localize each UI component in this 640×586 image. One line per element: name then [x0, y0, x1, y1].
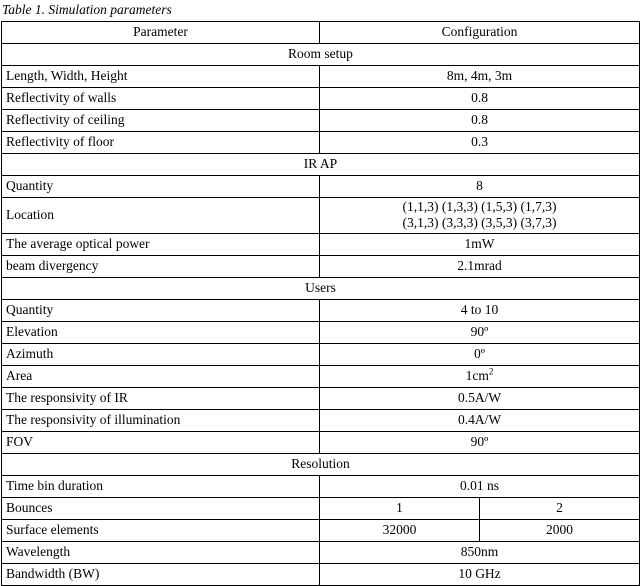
table-row [2, 176, 640, 198]
param-label: The average optical power [2, 234, 320, 256]
param-label: Azimuth [2, 344, 320, 366]
column-header-parameter: Parameter [2, 22, 320, 44]
table-row [2, 388, 640, 410]
param-value: 850nm [320, 542, 640, 564]
table-row [2, 520, 640, 542]
location-line-2: (3,1,3) (3,3,3) (3,5,3) (3,7,3) [402, 215, 557, 230]
param-value: 0.8 [320, 110, 640, 132]
table-row [2, 476, 640, 498]
section-header-row [2, 154, 640, 176]
param-label: Reflectivity of floor [2, 132, 320, 154]
param-value: 8m, 4m, 3m [320, 66, 640, 88]
param-value: 0.4A/W [320, 410, 640, 432]
param-label: Bounces [2, 498, 320, 520]
simulation-parameters-table [1, 21, 640, 586]
section-header-row [2, 454, 640, 476]
param-value: 0º [320, 344, 640, 366]
param-value-split [320, 498, 640, 520]
param-label: Area [2, 366, 320, 388]
param-label: Wavelength [2, 542, 320, 564]
table-row [2, 498, 640, 520]
area-value: 1cm [465, 368, 489, 383]
area-value-exponent: 2 [488, 366, 494, 377]
param-value: 0.8 [320, 88, 640, 110]
table-row [2, 366, 640, 388]
table-row [2, 256, 640, 278]
param-value: 0.01 ns [320, 476, 640, 498]
bounces-value-1: 1 [320, 498, 480, 519]
param-value [320, 366, 640, 388]
param-label: Reflectivity of ceiling [2, 110, 320, 132]
table-row [2, 110, 640, 132]
param-label: The responsivity of illumination [2, 410, 320, 432]
table-row [2, 564, 640, 586]
param-label: Location [2, 198, 320, 234]
table-row [2, 88, 640, 110]
section-header-row [2, 44, 640, 66]
param-label: FOV [2, 432, 320, 454]
table-row [2, 66, 640, 88]
param-value: 8 [320, 176, 640, 198]
param-value: 4 to 10 [320, 300, 640, 322]
bounces-value-2: 2 [556, 500, 563, 515]
table-row [2, 322, 640, 344]
surface-elements-value-2: 2000 [546, 522, 573, 537]
table-header-row [2, 22, 640, 44]
param-label: Reflectivity of walls [2, 88, 320, 110]
param-label: Quantity [2, 300, 320, 322]
param-value: 0.3 [320, 132, 640, 154]
table-row [2, 542, 640, 564]
location-line-1: (1,1,3) (1,3,3) (1,5,3) (1,7,3) [402, 199, 557, 214]
table-row [2, 132, 640, 154]
param-value: 10 GHz [320, 564, 640, 586]
section-title-users: Users [2, 278, 640, 300]
param-label: Elevation [2, 322, 320, 344]
table-row [2, 234, 640, 256]
section-title-ir-ap: IR AP [2, 154, 640, 176]
param-value: 2.1mrad [320, 256, 640, 278]
param-value: 0.5A/W [320, 388, 640, 410]
table-row [2, 432, 640, 454]
param-value: 90º [320, 432, 640, 454]
bounces-split-table [320, 498, 639, 519]
section-title-resolution: Resolution [2, 454, 640, 476]
param-value: 90º [320, 322, 640, 344]
param-label: Quantity [2, 176, 320, 198]
param-value [320, 198, 640, 234]
table-row [2, 344, 640, 366]
param-value: 1mW [320, 234, 640, 256]
param-label: Surface elements [2, 520, 320, 542]
column-header-configuration: Configuration [320, 22, 640, 44]
surface-elements-split-table [320, 520, 639, 541]
table-row [2, 410, 640, 432]
param-label: The responsivity of IR [2, 388, 320, 410]
param-label: beam divergency [2, 256, 320, 278]
param-label: Length, Width, Height [2, 66, 320, 88]
table-row [2, 300, 640, 322]
param-label: Time bin duration [2, 476, 320, 498]
param-label: Bandwidth (BW) [2, 564, 320, 586]
section-title-room-setup: Room setup [2, 44, 640, 66]
surface-elements-value-1: 32000 [320, 520, 480, 541]
table-row [2, 198, 640, 234]
section-header-row [2, 278, 640, 300]
table-caption: Table 1. Simulation parameters [2, 2, 172, 17]
param-value-split [320, 520, 640, 542]
